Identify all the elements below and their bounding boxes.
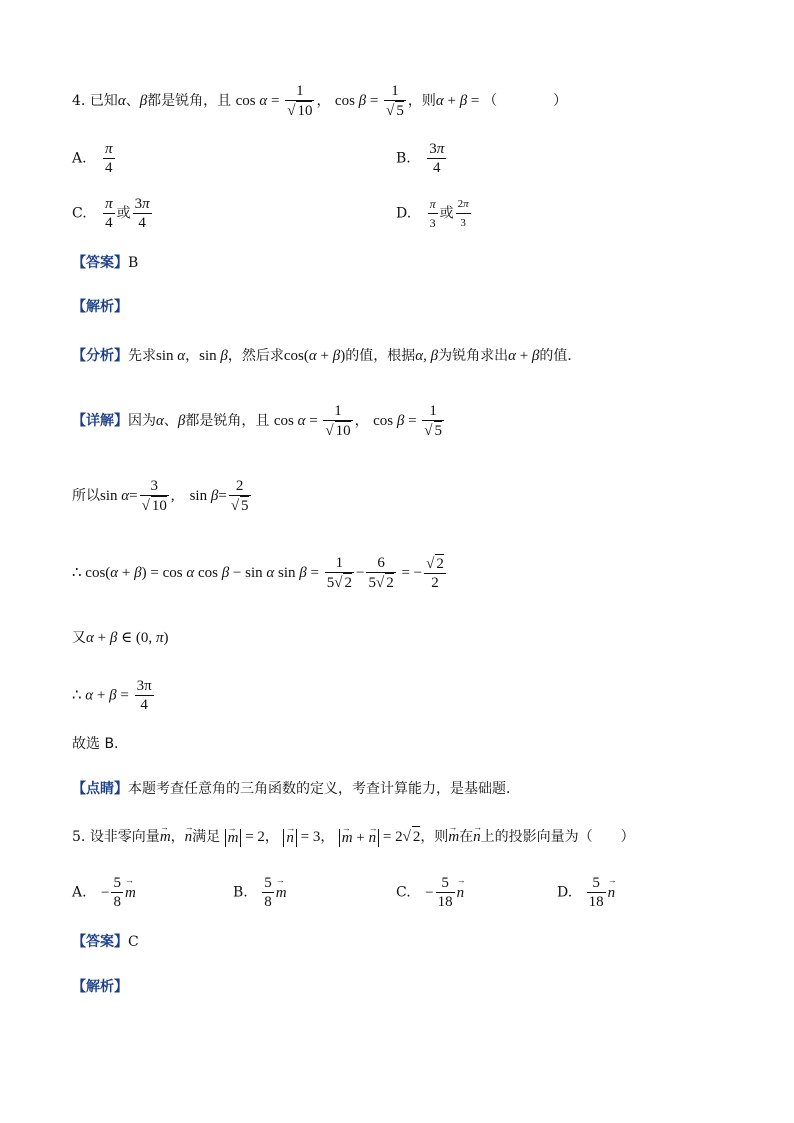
q4-option-c: C. $\frac{\pi}{4}$ 或 $\frac{3\pi}{4}$: [72, 196, 150, 231]
q4-analysis-tag: 【解析】: [72, 299, 128, 315]
q4-suoyi: 所以sin α= $\frac{3}{√ 10}$ , sin β= $\frac{2}{√ 5}$: [72, 478, 249, 514]
q4-range: 又α + β ∈ (0, π): [72, 630, 169, 646]
q4-cos-sum: ∴ cos(α + β) = cos α cos β − sin α sin β = $\frac{1}{5√ 2}$ − $\frac{6}{5√ 2}$ = − $\frac{√ 2}{2}$: [72, 555, 444, 591]
q4-stem: 4. 已知α、β都是锐角，且 cos α = $\frac{1}{√ 10}$ ， cos β = $\frac{1}{√ 5}$ ，则α + β = （ ）: [72, 83, 568, 119]
q5-option-d: D. $\frac{5}{18}$ → n: [557, 874, 615, 911]
q5-option-c: C. − $\frac{5}{18}$ → n: [396, 874, 464, 911]
q5-analysis-tag: 【解析】: [72, 979, 128, 995]
q4-option-b: B. $\frac{3\pi}{4}$: [396, 141, 445, 176]
q4-option-d: D. $\frac{\pi}{3}$ 或 $\frac{2\pi}{3}$: [396, 197, 469, 230]
q4-answer: 【答案】B: [72, 255, 139, 271]
q4-result: ∴ α + β = $\frac{3\pi}{4}$: [72, 678, 152, 713]
q4-fenxi: 【分析】先求sin α，sin β，然后求cos(α + β)的值，根据α, β为锐角求出α + β的值．: [72, 348, 582, 364]
q5-option-a: A. − $\frac{5}{8}$ → m: [72, 874, 136, 911]
q5-answer: 【答案】C: [72, 934, 139, 950]
q5-option-b: B. $\frac{5}{8}$ → m: [233, 874, 287, 911]
q4-xiangjie: 【详解】因为α、β都是锐角，且 cos α = $\frac{1}{√ 10}$ ， cos β = $\frac{1}{√ 5}$: [72, 403, 443, 439]
q4-option-a: A. $\frac{\pi}{4}$: [72, 141, 113, 176]
q4-choice: 故选 B.: [72, 736, 119, 752]
q5-number: 5.: [72, 829, 86, 845]
q4-number: 4.: [72, 93, 86, 109]
q4-dianjing: 【点睛】本题考查任意角的三角函数的定义，考查计算能力，是基础题．: [72, 781, 520, 797]
q5-stem: 5. 设非零向量→ m，→ n满足 → m = 2， → n = 3， → m + → n = 2√ 2，则→ m在→ n上的投影向量为（ ）: [72, 826, 635, 847]
